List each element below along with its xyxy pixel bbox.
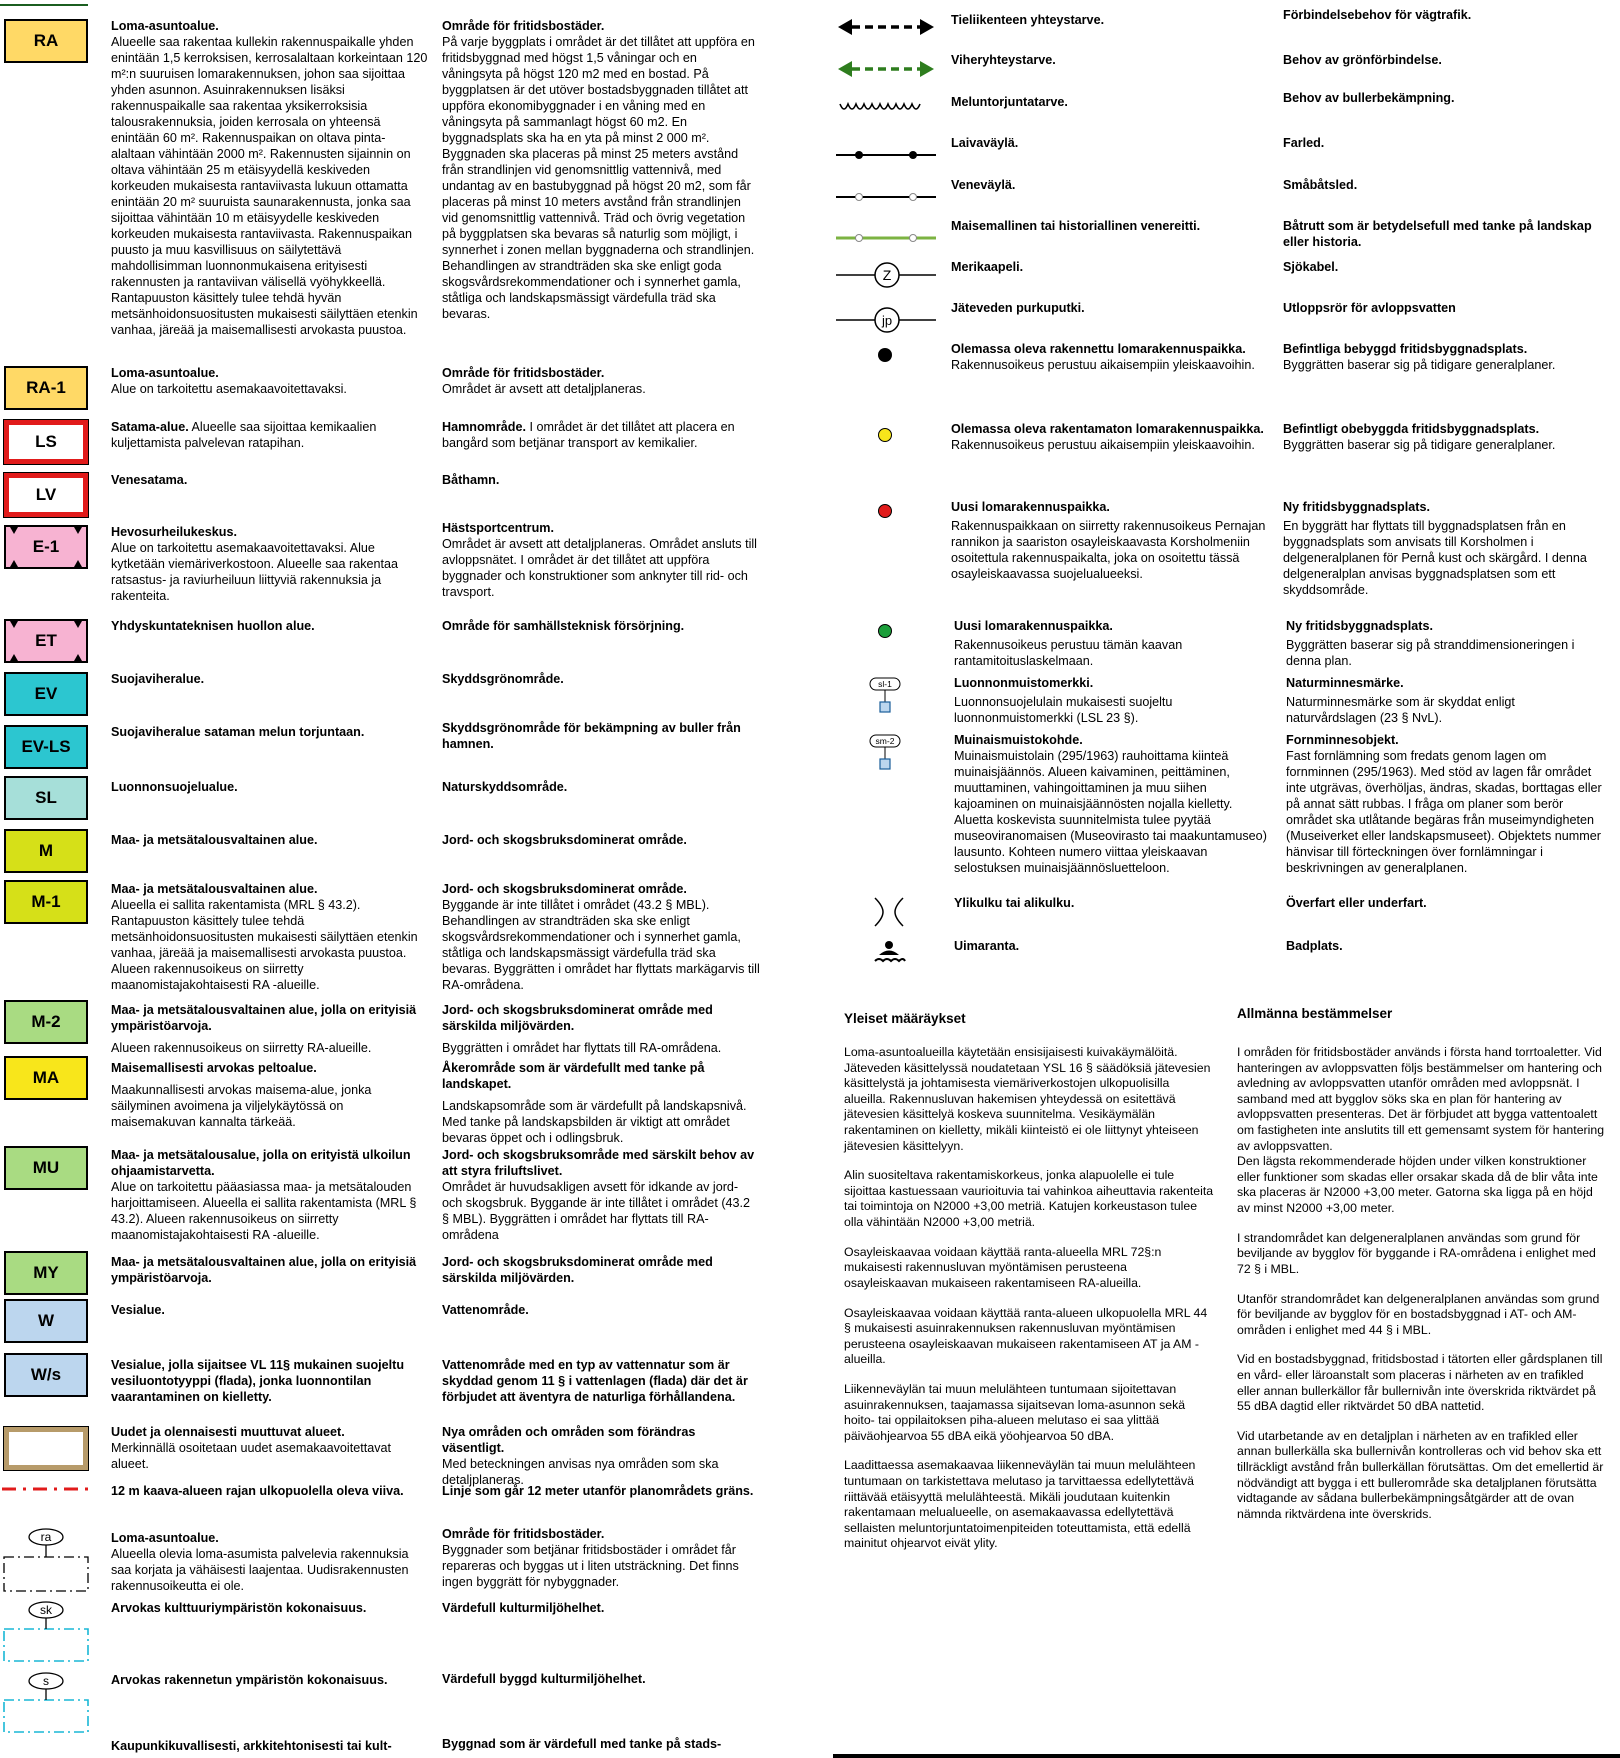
row-title-fi: Luonnonmuistomerkki.	[954, 676, 1094, 690]
zone-symbol-ev-ls: EV-LS	[4, 725, 88, 769]
row-title-fi: Ylikulku tai alikulku.	[954, 896, 1075, 910]
row-title-fi: Arvokas rakennetun ympäristön kokonaisuus.	[111, 1673, 388, 1687]
row-text-fi: Rakennuspaikkaan on siirretty rakennusoikeus Pernajan rannikon ja saariston osayleiskaavasta Korsholmeniin osoitettula rakennuspaikalta, joka on osoitettu tässä osayleiskaavassa suojelualueeksi.	[951, 518, 1266, 581]
row-title-sv: Jord- och skogsbruksdominerat område med särskilda miljövärden.	[442, 1255, 713, 1285]
row-text-sv: Området är huvudsakligen avsett för idkande av jord- och skogsbruk. Byggande är inte tillåtet i området (43.2 § MBL). Byggrätten i området har flyttats till RA-områdena	[442, 1179, 751, 1242]
svg-text:sm-2: sm-2	[875, 736, 895, 746]
row-title-fi: Viheryhteystarve.	[951, 53, 1056, 67]
zone-symbol-my: MY	[4, 1251, 88, 1295]
zone-symbol-ev: EV	[4, 672, 88, 716]
zone-symbol-mu: MU	[4, 1146, 88, 1190]
row-text-fi: Muinaismuistolain (295/1963) rauhoittama kiinteä muinaisjäännös. Alueen kaivaminen, peittäminen, muuttaminen, vahingoittaminen ja muu siihen kajoaminen on muinaisjäännösten nojalla kielletty. Aluetta koskevista suunnitelmista tulee pyytää museoviranomaisen (Museovirasto tai maakuntamuseo) lausunto. Kohteen numero viittaa yleiskaavan selostuksen muinaisjäännösluetteloon.	[954, 748, 1267, 875]
row-title-sv: Småbåtsled.	[1283, 178, 1358, 192]
general-paragraph: Vid utarbetande av en detaljplan i närheten av en trafikled eller annan bullerkälla ska bullernivån kontrolleras och vid behov ska ett tillräckligt avstånd från bullerkällan förutsättas. Om det emellertid är nödvändigt att bygga i ett bullerområde ska detaljplanen förutsätta vidtagande av sådana bullerbekämpningsåtgärder att de ovan nämnda riktvärdena inte överskrids.	[1237, 1428, 1604, 1521]
zone-symbol-et: ET	[4, 619, 88, 663]
row-text-fi: Alueelle saa rakentaa kullekin rakennuspaikalle yhden enintään 1,5 kerroksisen, kerrosalaltaan korkeintaan 120 m²:n suuruisen lomarakennuksen, johon saa sijoittaa yhden asunnon. Asuinrakennuksen lisäksi rakennuspaikalle saa rakentaa yksikerroksisia talousrakennuksia, joiden kerrosala on yhteensä enintään 60 m². Rakennuspaikan on oltava pinta-alaltaan vähintään 2000 m². Rakennusten sijainnin on oltava vähintään 25 m etäisyydellä keskiveden korkeuden mukaisesta rantaviivasta lukuun ottamatta enintään 20 m² suuruista saunarakennusta, jonka saa sijoittaa vähintään 10 m etäisyydelle keskiveden korkeuden mukaisesta rantaviivasta. Rakennuspaikan puusto ja muu kasvillisuus on säilytettävä mahdollisimman luonnonmukaisena erityisesti rakennusten ja rantaviivan välisellä vyöhykkeellä. Rantapuuston käsittely tulee tehdä hyvän metsänhoidonsuositusten mukaisesti säilyttäen etenkin vanhaa, järeää ja maisemallisesti arvokasta puustoa.	[111, 34, 428, 337]
zone-symbol-ls: LS	[4, 420, 88, 464]
green-dot-icon	[876, 622, 894, 640]
row-title-fi: Muinaismuistokohde.	[954, 733, 1083, 747]
row-title-fi: Tieliikenteen yhteystarve.	[951, 13, 1105, 27]
ra-area-symbol	[2, 1527, 90, 1593]
row-text-fi: Merkinnällä osoitetaan uudet asemakaavoitettavat alueet.	[111, 1440, 392, 1471]
ship-lane-line-icon	[836, 142, 936, 168]
new-area-symbol	[4, 1427, 88, 1470]
row-text-sv: Byggrätten baserar sig på tidigare generalplaner.	[1283, 357, 1556, 372]
row-title-fi: Arvokas kulttuuriympäristön kokonaisuus.	[111, 1601, 367, 1615]
black-dot-icon	[876, 346, 894, 364]
yellow-dot-icon	[876, 426, 894, 444]
row-text-fi: Alueelle saa sijoittaa kemikaalien kuljettamista palvelevan ratapihan.	[111, 420, 377, 450]
svg-text:Z: Z	[882, 267, 892, 283]
row-text-fi: Rakennusoikeus perustuu aikaisempiin yleiskaavoihin.	[951, 357, 1255, 372]
row-text-sv: Byggrätten baserar sig på stranddimensioneringen i denna plan.	[1286, 637, 1575, 668]
row-text-fi: Alueella ei sallita rakentamista (MRL § 43.2). Rantapuuston käsittely tulee tehdä metsänhoidonsuositusten mukaisesti säilyttäen etenkin vanhaa, järeää ja maisemallisesti arvokasta puustoa. Alueen rakennusoikeus on siirretty maanomistajakohtaisesti RA -alueille.	[111, 897, 418, 992]
general-paragraph: Vid en bostadsbyggnad, fritidsbostad i tätorten eller gårdsplanen till en vård- eller läroanstalt som placeras i närheten av en trafikled eller annan bullerkällor får bullernivån inte överskrida riktvärdet på 55 dBA dagtid eller riktvärdet 50 dBA nattetid.	[1237, 1352, 1603, 1414]
row-title-sv: Båtrutt som är betydelsefull med tanke på landskap eller historia.	[1283, 219, 1592, 249]
row-title-sv: Hamnområde.	[442, 420, 526, 434]
row-text-sv: Byggande är inte tillåtet i området (43.2 § MBL). Behandlingen av strandträden ska ske enligt skogsvårdsrekommendationer och i synnerhet gamla, ståtliga och landskapsmässigt värdefulla träd ska bevaras. Byggrätten i området har flyttats markägarvis till RA-områdena.	[442, 897, 760, 992]
row-title-fi: Maa- ja metsätalousvaltainen alue.	[111, 833, 318, 847]
row-title-fi: Olemassa oleva rakennettu lomarakennuspaikka.	[951, 342, 1246, 356]
row-title-sv: Skyddsgrönområde för bekämpning av buller från hamnen.	[442, 721, 741, 751]
row-title-sv: Åkerområde som är värdefullt med tanke på landskapet.	[442, 1061, 705, 1091]
row-text-sv: På varje byggplats i området är det tillåtet att uppföra en fritidsbyggnad med högst 1,5 våningar och en våningsyta på högst 120 m2 med en bostad. På byggplatsen är det utöver bostadsbyggnaden tillåtet att uppföra ekonomibyggnader i en våning med en våningsyta på sammanlagt högst 60 m2. En byggnadsplats ska ha en yta på minst 2 000 m². Byggnaden ska placeras på minst 25 meters avstånd från strandlinjen vid genomsnittlig vattennivå, med undantag av en bastubyggnad på högst 20 m2, som får placeras på minst 10 meters avstånd från strandlinjen vid genomsnittlig vattennivå. Träd och övrig vegetation på byggplatsen ska bevaras så naturlig som möjligt, i synnerhet i zonen mellan byggnaderna och strandlinjen. Behandlingen av strandträden ska ske enligt goda skogsvårdsrekommendationer och i synnerhet gamla, ståtliga och landskapsmässigt värdefulla träd ska bevaras.	[442, 34, 755, 321]
row-title-fi: Kaupunkikuvallisesti, arkkitehtonisesti tai kult-	[111, 1739, 392, 1753]
row-text-fi: Alueen rakennusoikeus on siirretty RA-alueille.	[111, 1040, 372, 1055]
row-title-sv: Befintliga bebyggd fritidsbyggnadsplats.	[1283, 342, 1528, 356]
row-title-fi: Olemassa oleva rakentamaton lomarakennuspaikka.	[951, 422, 1264, 436]
noise-wave-icon	[836, 95, 936, 121]
row-title-sv: Område för fritidsbostäder.	[442, 366, 605, 380]
row-title-sv: Jord- och skogsbruksdominerat område med särskilda miljövärden.	[442, 1003, 713, 1033]
green-double-arrow-icon	[836, 56, 936, 82]
row-text-fi: Alue on tarkoitettu pääasiassa maa- ja metsätalouden harjoittamiseen. Alueella ei sallita rakentamista (MRL § 43.2). Alueen rakennusoikeus on siirretty maanomistajakohtaisesti RA -alueille.	[111, 1179, 417, 1242]
row-title-sv: Behov av grönförbindelse.	[1283, 53, 1442, 67]
row-text-sv: Området är avsett att detaljplaneras.	[442, 381, 646, 396]
row-text-fi: Rakennusoikeus perustuu aikaisempiin yleiskaavoihin.	[951, 437, 1255, 452]
row-text-sv: Med beteckningen anvisas nya områden som ska detaljplaneras.	[442, 1456, 719, 1487]
row-title-fi: Maa- ja metsätalousvaltainen alue, jolla on erityisiä ympäristöarvoja.	[111, 1255, 417, 1285]
row-title-fi: Maa- ja metsätalousvaltainen alue, jolla on erityisiä ympäristöarvoja.	[111, 1003, 417, 1033]
row-title-sv: Linje som går 12 meter utanför planområdets gräns.	[442, 1484, 754, 1498]
bottom-rule	[833, 1754, 1620, 1758]
black-double-arrow-icon	[836, 14, 936, 40]
zone-symbol-ra: RA	[4, 19, 88, 63]
row-title-fi: Loma-asuntoalue.	[111, 1531, 219, 1545]
row-title-fi: Suojaviheralue sataman melun torjuntaan.	[111, 725, 365, 739]
row-text-fi: Maakunnallisesti arvokas maisema-alue, jonka säilyminen avoimena ja viljelykäytössä on maisemakuvan kannalta tärkeää.	[111, 1082, 372, 1129]
row-title-sv: Farled.	[1283, 136, 1325, 150]
row-text-sv: I området är det tillåtet att placera en bangård som betjänar transport av kemikalier.	[442, 420, 735, 450]
zone-symbol-lv: LV	[4, 473, 88, 517]
swimmer-icon	[873, 939, 907, 969]
sk-area-symbol	[2, 1601, 90, 1663]
row-title-sv: Nya områden och områden som förändras väsentligt.	[442, 1425, 696, 1455]
row-title-fi: Meluntorjuntatarve.	[951, 95, 1068, 109]
zone-symbol-m: M	[4, 829, 88, 873]
row-text-sv: Byggrätten baserar sig på tidigare generalplaner.	[1283, 437, 1556, 452]
zone-symbol-w-s: W/s	[4, 1353, 88, 1397]
row-title-sv: Byggnad som är värdefull med tanke på stads-	[442, 1737, 722, 1751]
svg-text:s: s	[43, 1674, 49, 1688]
zone-symbol-sl: SL	[4, 776, 88, 820]
row-title-sv: Område för fritidsbostäder.	[442, 19, 605, 33]
general-paragraph: Liikenneväylän tai muun melulähteen tuntumaan sijoitettavan asuinrakennuksen, taajamassa sijaitsevan loma-asunnon sekä hoito- tai oppilaitoksen piha-alueen melutaso ei saa ylittää päiväohjearvoa 55 dBA eikä yöohjearvoa 50 dBA.	[844, 1381, 1186, 1443]
sea-cable-icon	[836, 262, 936, 288]
row-text-fi: Alue on tarkoitettu asemakaavoitettavaksi. Alue kytketään viemäriverkostoon. Alueelle saa rakentaa ratsastus- ja raviurheiluun liittyviä rakennuksia ja rakenteita.	[111, 540, 399, 603]
row-title-sv: Jord- och skogsbruksdominerat område.	[442, 833, 687, 847]
general-paragraph: Loma-asuntoalueilla käytetään ensisijaisesti kuivakäymälöitä. Jäteveden käsittelyssä noudatetaan YSL 16 § säädöksiä jätevesien käsittelystä ja johtamisesta viemäriverkostojen ulkopuolisilla alueilla. Rakennusluvan hakemisen yhteydessä on esitettävä jätevesien käsittelyä koskeva suunnitelma. Vesikäymälän rakentaminen on kielletty, mikäli kiinteistö ei ole liittynyt yhteiseen jätevesien käsittelyyn.	[844, 1045, 1211, 1153]
general-paragraph: Osayleiskaavaa voidaan käyttää ranta-alueella MRL 72§:n mukaisesti rakennusluvan myöntämisen perusteena osayleiskaavan mukaiseen rakentamiseen RA-alueilla.	[844, 1244, 1162, 1290]
row-text-sv: Byggrätten i området har flyttats till RA-områdena.	[442, 1040, 722, 1055]
general-paragraph: Den lägsta rekommenderade höjden under vilken konstruktioner eller funktioner som skadas eller orsakar skada då de blir våta inte ska placeras är N2000 +3,00 meter. Gatorna ska ligga på en höjd av minst N2000 +3,00 meter.	[1237, 1154, 1598, 1216]
waste-pipe-icon	[836, 307, 936, 333]
general-text-fi	[844, 1045, 1214, 1566]
boat-lane-line-icon	[836, 184, 936, 210]
svg-text:sk: sk	[40, 1603, 52, 1617]
zone-symbol-ma: MA	[4, 1056, 88, 1100]
row-title-sv: Jord- och skogsbruksområde med särskilt behov av att styra friluftslivet.	[442, 1148, 755, 1178]
general-title-sv: Allmänna bestämmelser	[1237, 1006, 1393, 1021]
row-text-fi: Rakennusoikeus perustuu tämän kaavan rantamitoituslaskelmaan.	[954, 637, 1183, 668]
row-title-sv: Båthamn.	[442, 473, 500, 487]
row-title-fi: Jäteveden purkuputki.	[951, 301, 1085, 315]
row-title-sv: Vattenområde.	[442, 1303, 529, 1317]
natural-monument-icon	[867, 676, 905, 714]
top-rule	[0, 4, 88, 6]
scenic-route-line-icon	[836, 225, 936, 251]
row-text-sv: Fast fornlämning som fredats genom lagen om fornminnen (295/1963). Med stöd av lagen får området inte utgrävas, överhöljas, ändras, skadas, borttagas eller på annat sätt rubbas. I fråga om planer som berör området ska utlåtande begäras från museimyndigheten (Museiverket eller landskapsmuseet). Objektets nummer hänvisar till förteckningen över fornlämningar i beskrivningen av generalplanen.	[1286, 748, 1602, 875]
zone-symbol-m-2: M-2	[4, 1000, 88, 1044]
row-title-sv: Förbindelsebehov för vägtrafik.	[1283, 8, 1472, 22]
row-title-sv: Hästsportcentrum.	[442, 521, 554, 535]
row-title-fi: Satama-alue.	[111, 420, 189, 434]
general-paragraph: I strandområdet kan delgeneralplanen användas som grund för beviljande av bygglov för byggande i RA-områdena i enlighet med 72 § i MBL.	[1237, 1230, 1596, 1276]
row-text-sv: Landskapsområde som är värdefullt på landskapsnivå. Med tanke på landskapsbilden är viktigt att området bevaras öppet och i odlingsbruk.	[442, 1098, 747, 1145]
row-text-fi: Alue on tarkoitettu asemakaavoitettavaksi.	[111, 381, 347, 396]
row-title-sv: Skyddsgrönområde.	[442, 672, 564, 686]
row-title-fi: Yhdyskuntateknisen huollon alue.	[111, 619, 315, 633]
svg-text:jp: jp	[881, 313, 893, 328]
red-dot-icon	[876, 502, 894, 520]
row-text-sv: Byggnader som betjänar fritidsbostäder i området får repareras och byggas ut i liten utsträckning. Det finns ingen byggrätt för nybyggnader.	[442, 1542, 739, 1589]
row-title-sv: Område för fritidsbostäder.	[442, 1527, 605, 1541]
row-title-sv: Befintligt obebyggda fritidsbyggnadsplats.	[1283, 422, 1540, 436]
row-title-sv: Värdefull kulturmiljöhelhet.	[442, 1601, 605, 1615]
row-title-fi: Loma-asuntoalue.	[111, 19, 219, 33]
row-title-fi: Merikaapeli.	[951, 260, 1024, 274]
row-title-fi: Vesialue, jolla sijaitsee VL 11§ mukainen suojeltu vesiluontotyyppi (flada), jonka luonnontilan vaarantaminen on kielletty.	[111, 1358, 405, 1404]
row-title-fi: Uusi lomarakennuspaikka.	[954, 619, 1113, 633]
row-title-fi: Venesatama.	[111, 473, 188, 487]
general-title-fi: Yleiset määräykset	[844, 1011, 966, 1026]
row-title-sv: Ny fritidsbyggnadsplats.	[1283, 500, 1430, 514]
row-title-fi: Vesialue.	[111, 1303, 165, 1317]
row-title-sv: Överfart eller underfart.	[1286, 896, 1427, 910]
general-paragraph: Laadittaessa asemakaavaa liikenneväylän tai muun melulähteen tuntumaan on tarkistettava melutaso ja tarvittaessa edellytettävä riittävää etäisyyttä melulähteestä. Mikäli joudutaan kuitenkin rakentamaan melualueelle, on asemakaavassa edellytettävä sellaisten meluntorjuntatoimenpiteiden toteuttamista, että edellä mainitut ohjearvot eivät ylity.	[844, 1458, 1196, 1551]
svg-text:ra: ra	[40, 1530, 52, 1544]
row-text-sv: Området är avsett att detaljplaneras. Området ansluts till avloppsnätet. I området är det tillåtet att uppföra byggnader och konstruktioner som anknyter till rid- och travsport.	[442, 536, 757, 599]
zone-symbol-ra-1: RA-1	[4, 366, 88, 410]
row-title-sv: Naturminnesmärke.	[1286, 676, 1404, 690]
row-title-fi: Suojaviheralue.	[111, 672, 205, 686]
row-text-fi: Alueella olevia loma-asumista palvelevia rakennuksia saa korjata ja vähäisesti laajentaa. Uudisrakennusten rakennusoikeutta ei ole.	[111, 1546, 409, 1593]
general-text-sv	[1237, 1045, 1607, 1536]
row-title-sv: Värdefull byggd kulturmiljöhelhet.	[442, 1672, 646, 1686]
row-title-sv: Sjökabel.	[1283, 260, 1339, 274]
row-title-fi: Maisemallisesti arvokas peltoalue.	[111, 1061, 317, 1075]
row-title-fi: Luonnonsuojelualue.	[111, 780, 238, 794]
red-dash-dot-line-icon	[2, 1486, 88, 1492]
overpass-icon	[871, 896, 907, 932]
row-title-fi: Maa- ja metsätalousalue, jolla on erityistä ulkoilun ohjaamistarvetta.	[111, 1148, 411, 1178]
s-area-symbol	[2, 1672, 90, 1734]
row-title-fi: 12 m kaava-alueen rajan ulkopuolella oleva viiva.	[111, 1484, 404, 1498]
row-title-fi: Veneväylä.	[951, 178, 1016, 192]
row-title-sv: Behov av bullerbekämpning.	[1283, 91, 1455, 105]
row-title-sv: Utloppsrör för avloppsvatten	[1283, 301, 1456, 315]
row-title-sv: Naturskyddsområde.	[442, 780, 568, 794]
row-text-sv: En byggrätt har flyttats till byggnadsplatsen från en byggnadsplats som anvisats till Korsholmen i delgeneralplanen för Pernå kust och skärgård. I denna delgeneralplan anvisas byggnadsplatsen som ett skyddsområde.	[1283, 518, 1587, 597]
row-title-sv: Jord- och skogsbruksdominerat område.	[442, 882, 687, 896]
row-title-fi: Maisemallinen tai historiallinen venereitti.	[951, 219, 1201, 233]
row-title-fi: Uimaranta.	[954, 939, 1020, 953]
svg-text:sl-1: sl-1	[878, 679, 892, 689]
row-title-fi: Loma-asuntoalue.	[111, 366, 219, 380]
row-title-sv: Badplats.	[1286, 939, 1343, 953]
row-title-fi: Uudet ja olennaisesti muuttuvat alueet.	[111, 1425, 345, 1439]
row-title-sv: Fornminnesobjekt.	[1286, 733, 1399, 747]
general-paragraph: Osayleiskaavaa voidaan käyttää ranta-alueen ulkopuolella MRL 44 § mukaisesti asuinrakennuksen rakennusluvan myöntämisen perusteena osayleiskaavan mukaiseen rakentamiseen AT ja AM -alueilla.	[844, 1305, 1208, 1367]
row-title-fi: Hevosurheilukeskus.	[111, 525, 237, 539]
row-title-sv: Område för samhällsteknisk försörjning.	[442, 619, 685, 633]
row-title-fi: Laivaväylä.	[951, 136, 1019, 150]
row-title-fi: Uusi lomarakennuspaikka.	[951, 500, 1110, 514]
row-title-sv: Ny fritidsbyggnadsplats.	[1286, 619, 1433, 633]
row-text-sv: Naturminnesmärke som är skyddat enligt naturvårdslagen (23 § NvL).	[1286, 694, 1515, 725]
zone-symbol-e-1: E-1	[4, 525, 88, 569]
general-paragraph: Utanför strandområdet kan delgeneralplanen användas som grund för beviljande av bygglov för en bostadsbyggnad i AT- och AM-områden i enlighet med 44 § i MBL.	[1237, 1291, 1600, 1337]
row-title-fi: Maa- ja metsätalousvaltainen alue.	[111, 882, 318, 896]
row-text-fi: Luonnonsuojelulain mukaisesti suojeltu luonnonmuistomerkki (LSL 23 §).	[954, 694, 1173, 725]
zone-symbol-w: W	[4, 1299, 88, 1343]
general-paragraph: Alin suositeltava rakentamiskorkeus, jonka alapuolelle ei tule sijoittaa kastuessaan vaurioituvia tai vahinkoa aiheuttavia rakenteita tai toimintoja on N2000 +3,00 metriä. Katujen korkeustason tulee olla vähintään N2000 +3,00 metriä.	[844, 1168, 1214, 1230]
row-title-sv: Vattenområde med en typ av vattennatur som är skyddad genom 11 § i vattenlagen (flada) där det är förbjudet att äventyra de naturliga förhållandena.	[442, 1358, 748, 1404]
general-paragraph: I områden för fritidsbostäder används i första hand torrtoaletter. Vid hanteringen av avloppsvatten följs bestämmelser om hantering och avledning av avloppsvatten utanför områden med avloppsnät. I samband med att bygglov söks ska en plan för hantering av avloppsvatten presenteras. Det är förbjudet att bygga vattentoalett om fastigheten inte anslutits till ett gemensamt system för hantering av avloppsvatten.	[1237, 1045, 1605, 1153]
zone-symbol-m-1: M-1	[4, 880, 88, 924]
ancient-monument-icon	[867, 733, 905, 771]
